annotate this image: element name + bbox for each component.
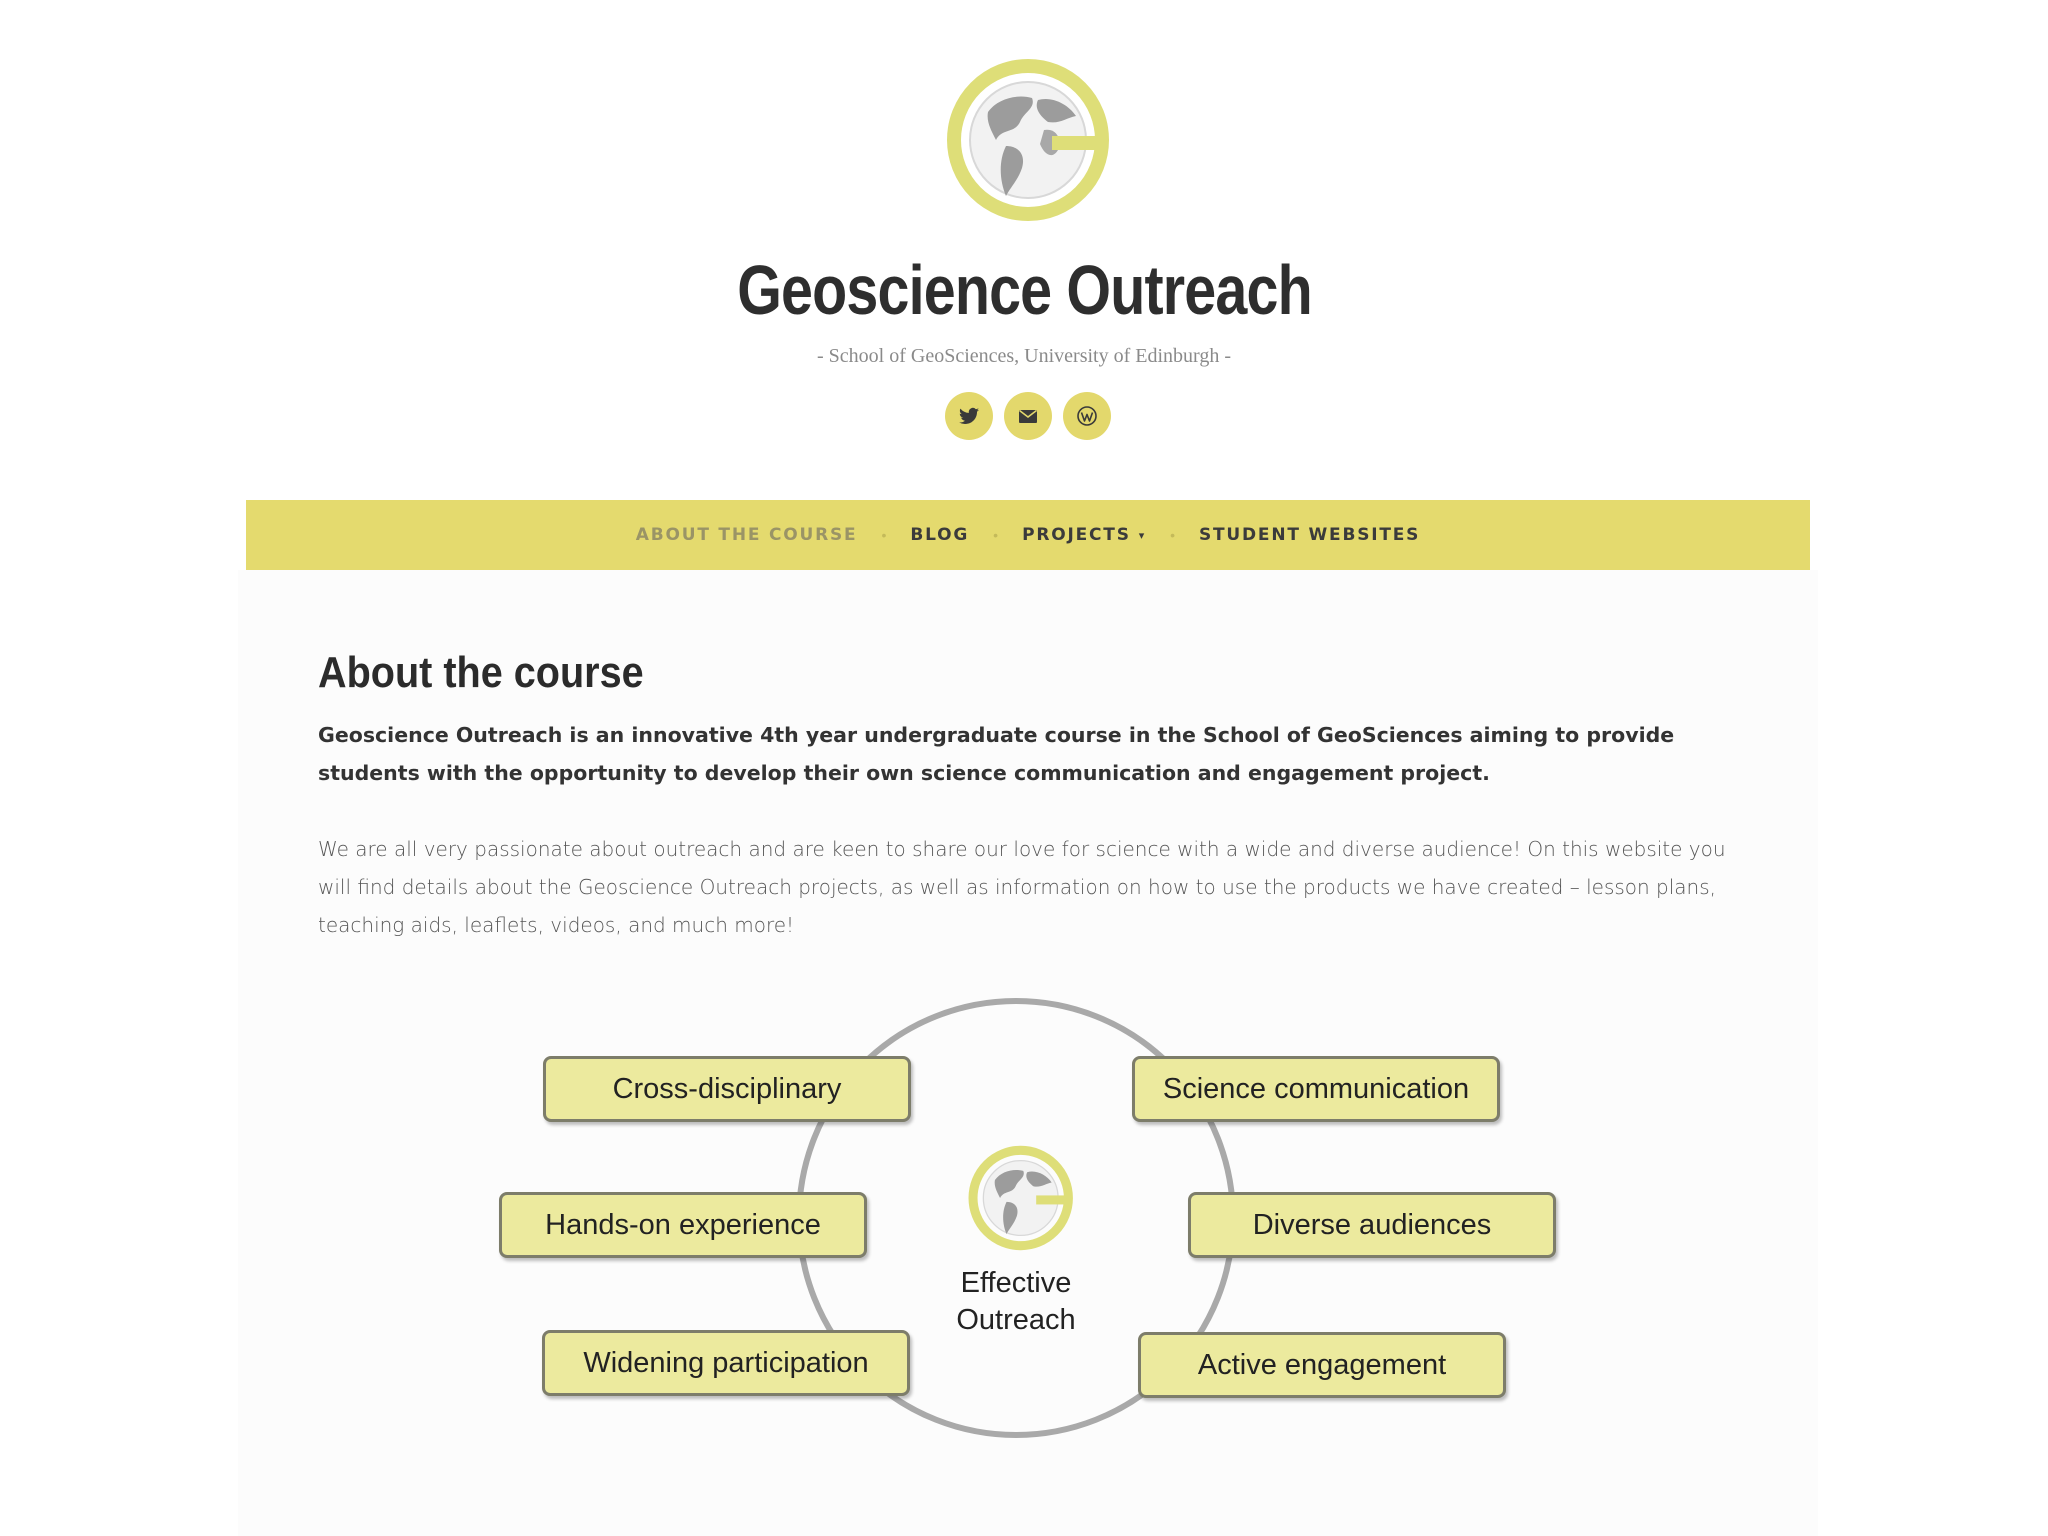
site-tagline: - School of GeoSciences, University of Edinburgh - — [817, 345, 1231, 367]
nav-item-projects-label: PROJECTS — [1022, 525, 1131, 545]
globe-g-logo-icon[interactable] — [940, 50, 1120, 230]
outreach-diagram — [480, 980, 1580, 1460]
intro-body: We are all very passionate about outreach and are keen to share our love for science with a wide and diverse audience! On this website you will find details about the Geoscience Outreach projects, as well as information on how to use the products we have created – lesson plans, teaching aids, leaflets, videos, and much more! — [318, 837, 1726, 937]
center-label-line1: Effective — [960, 1267, 1072, 1299]
wordpress-link[interactable] — [1063, 392, 1111, 440]
twitter-link[interactable] — [945, 392, 993, 440]
center-label-line2: Outreach — [956, 1304, 1076, 1336]
site-header — [0, 0, 2048, 500]
pill-active-engagement: Active engagement — [1138, 1332, 1506, 1398]
main-navigation — [246, 500, 1810, 570]
chevron-down-icon: ▾ — [1138, 528, 1147, 542]
pill-science-communication: Science communication — [1132, 1056, 1500, 1122]
nav-separator: • — [881, 527, 887, 543]
pill-cross-disciplinary: Cross-disciplinary — [543, 1056, 911, 1122]
email-link[interactable] — [1004, 392, 1052, 440]
pill-hands-on-experience: Hands-on experience — [499, 1192, 867, 1258]
pill-diverse-audiences: Diverse audiences — [1188, 1192, 1556, 1258]
social-links — [943, 392, 1113, 442]
globe-g-logo-icon — [964, 1140, 1080, 1256]
site-title[interactable]: Geoscience Outreach — [737, 251, 1312, 329]
nav-item-student-websites[interactable]: STUDENT WEBSITES — [1198, 525, 1421, 545]
intro-lead: Geoscience Outreach is an innovative 4th year undergraduate course in the School of GeoSciences aiming to provide students with the opportunity to develop their own science communication and engagement project. — [318, 723, 1675, 785]
nav-separator: • — [993, 527, 999, 543]
page-title: About the course — [318, 648, 644, 697]
nav-item-about-the-course[interactable]: ABOUT THE COURSE — [635, 525, 858, 545]
wordpress-icon — [1075, 404, 1099, 428]
mail-icon — [1016, 404, 1040, 428]
nav-separator: • — [1170, 527, 1175, 543]
twitter-icon — [957, 404, 981, 428]
pill-widening-participation: Widening participation — [542, 1330, 910, 1396]
diagram-center-label — [916, 1265, 1116, 1339]
nav-item-blog[interactable]: BLOG — [910, 525, 970, 545]
nav-item-projects[interactable] — [1022, 525, 1146, 545]
